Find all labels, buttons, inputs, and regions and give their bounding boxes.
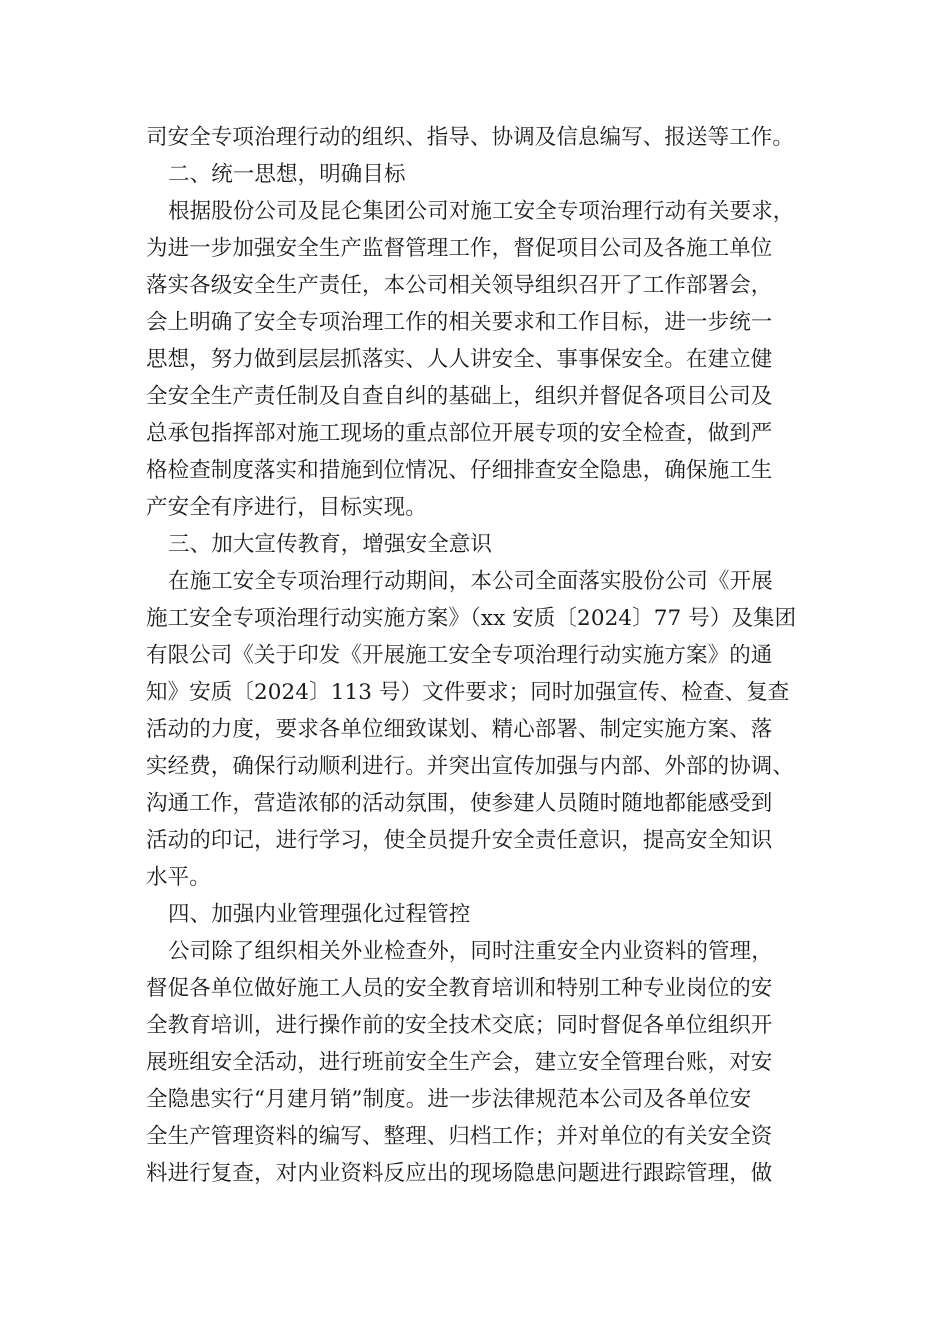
paragraph-line: 会上明确了安全专项治理工作的相关要求和工作目标，进一步统一 [146, 310, 773, 335]
section-heading-4: 四、加强内业管理强化过程管控 [168, 902, 471, 927]
paragraph-line: 为进一步加强安全生产监督管理工作，督促项目公司及各施工单位 [146, 236, 773, 261]
paragraph-line: 格检查制度落实和措施到位情况、仔细排查安全隐患，确保施工生 [146, 458, 773, 483]
section-heading-2: 二、统一思想，明确目标 [168, 162, 406, 187]
paragraph-line: 活动的力度，要求各单位细致谋划、精心部署、制定实施方案、落 [146, 717, 773, 742]
paragraph-line: 全教育培训，进行操作前的安全技术交底；同时督促各单位组织开 [146, 1013, 773, 1038]
paragraph-line: 全生产管理资料的编写、整理、归档工作；并对单位的有关安全资 [146, 1124, 773, 1149]
paragraph-line: 督促各单位做好施工人员的安全教育培训和特别工种专业岗位的安 [146, 976, 773, 1001]
paragraph-line: 有限公司《关于印发《开展施工安全专项治理行动实施方案》的通 [146, 643, 773, 668]
paragraph-line: 在施工安全专项治理行动期间，本公司全面落实股份公司《开展 [168, 569, 773, 594]
paragraph-line: 思想，努力做到层层抓落实、人人讲安全、事事保安全。在建立健 [146, 347, 773, 372]
paragraph-line: 落实各级安全生产责任，本公司相关领导组织召开了工作部署会， [146, 273, 773, 298]
paragraph-line: 总承包指挥部对施工现场的重点部位开展专项的安全检查，做到严 [146, 421, 773, 446]
paragraph-line: 全隐患实行“月建月销”制度。进一步法律规范本公司及各单位安 [146, 1087, 752, 1112]
section-heading-3: 三、加大宣传教育，增强安全意识 [168, 532, 493, 557]
paragraph-line: 料进行复查，对内业资料反应出的现场隐患问题进行跟踪管理，做 [146, 1161, 773, 1186]
paragraph-line: 沟通工作，营造浓郁的活动氛围，使参建人员随时随地都能感受到 [146, 791, 773, 816]
paragraph-line: 实经费，确保行动顺利进行。并突出宣传加强与内部、外部的协调、 [146, 754, 795, 779]
paragraph-line: 全安全生产责任制及自查自纠的基础上，组织并督促各项目公司及 [146, 384, 773, 409]
paragraph-line: 知》安质〔2024〕113 号）文件要求；同时加强宣传、检查、复查 [146, 680, 790, 705]
paragraph-line: 产安全有序进行，目标实现。 [146, 495, 427, 520]
paragraph-line: 根据股份公司及昆仑集团公司对施工安全专项治理行动有关要求， [168, 199, 795, 224]
paragraph-line: 展班组安全活动，进行班前安全生产会，建立安全管理台账，对安 [146, 1050, 773, 1075]
paragraph-line: 公司除了组织相关外业检查外，同时注重安全内业资料的管理， [168, 939, 773, 964]
paragraph-line: 施工安全专项治理行动实施方案》（xx 安质〔2024〕77 号）及集团 [146, 606, 797, 631]
text-line: 司安全专项治理行动的组织、指导、协调及信息编写、报送等工作。 [146, 125, 795, 150]
paragraph-line: 活动的印记，进行学习，使全员提升安全责任意识，提高安全知识 [146, 828, 773, 853]
paragraph-line: 水平。 [146, 865, 211, 890]
